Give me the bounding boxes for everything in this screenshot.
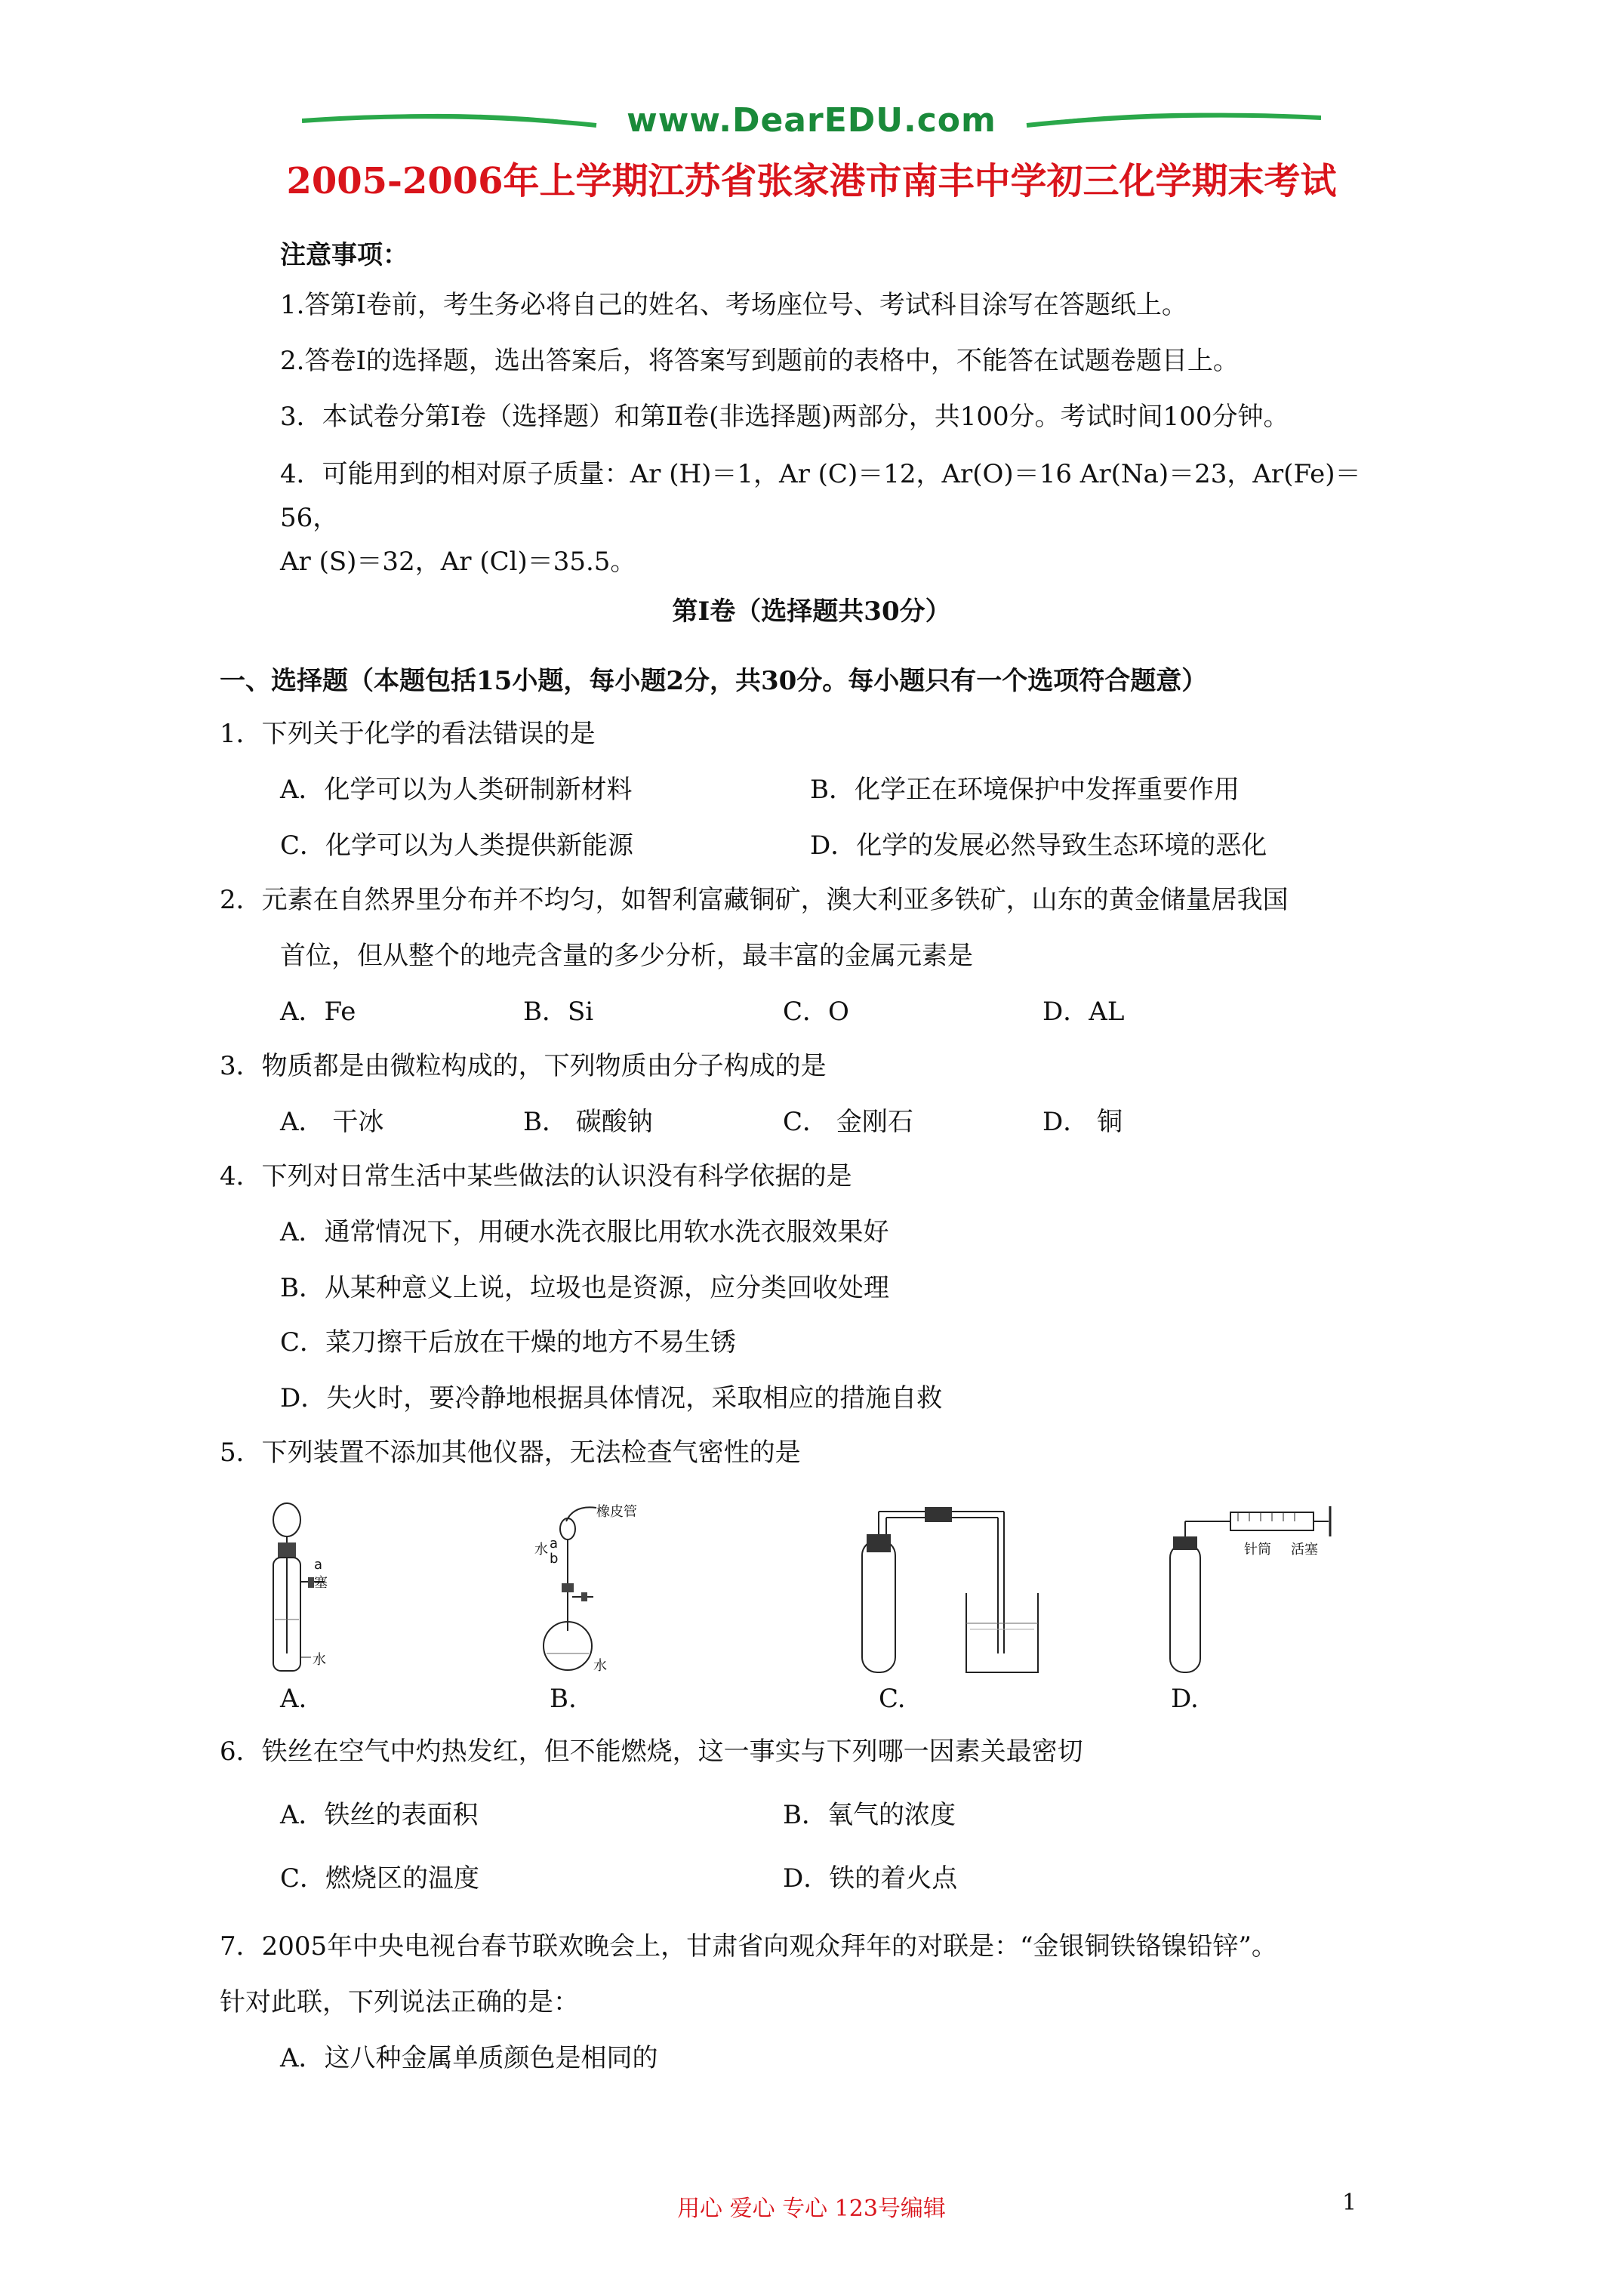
question-7-option-a: A．这八种金属单质颜色是相同的: [280, 2043, 658, 2073]
question-6-option-d: D．铁的着火点: [783, 1863, 958, 1894]
apparatus-b-label: B.: [550, 1684, 577, 1714]
notice-item-4-cont: 56，: [280, 503, 339, 533]
section-instruction: 一、选择题（本题包括15小题，每小题2分，共30分。每小题只有一个选项符合题意）: [220, 666, 1208, 696]
question-1-stem: 1．下列关于化学的看法错误的是: [220, 719, 596, 749]
question-2-stem-line2: 首位，但从整个的地壳含量的多少分析，最丰富的金属元素是: [280, 941, 973, 971]
question-7-stem-line1: 7．2005年中央电视台春节联欢晚会上，甘肃省向观众拜年的对联是：“金银铜铁铬镍铅锌”。: [220, 1931, 1277, 1962]
notice-heading: 注意事项：: [280, 240, 408, 270]
footer-text: 用心 爱心 专心 123号编辑: [677, 2196, 946, 2222]
question-3-option-d: D． 铜: [1042, 1107, 1123, 1137]
question-4-option-a: A．通常情况下，用硬水洗衣服比用软水洗衣服效果好: [280, 1217, 889, 1247]
notice-item-3: 3．本试卷分第Ⅰ卷（选择题）和第Ⅱ卷(非选择题)两部分，共100分。考试时间100分钟。: [280, 402, 1289, 432]
apparatus-b-b-label: b: [550, 1551, 559, 1567]
notice-item-4: 4．可能用到的相对原子质量：Ar (H)＝1，Ar (C)＝12，Ar(O)＝16 Ar(Na)＝23，Ar(Fe)＝: [280, 459, 1361, 489]
apparatus-d-diagram: [1155, 1499, 1351, 1680]
question-3-option-a: A． 干冰: [280, 1107, 384, 1137]
apparatus-c-diagram: [845, 1495, 1057, 1684]
question-2-option-b: B．Si: [523, 997, 594, 1027]
question-1-option-c: C．化学可以为人类提供新能源: [280, 831, 634, 861]
question-6-option-b: B．氧气的浓度: [783, 1800, 956, 1830]
apparatus-a-water-label: 水: [313, 1652, 326, 1668]
apparatus-c-label: C.: [879, 1684, 906, 1714]
question-3-option-c: C． 金刚石: [783, 1107, 913, 1137]
apparatus-a-valve-label: 塞: [314, 1575, 328, 1591]
site-url: www.DearEDU.com: [627, 101, 996, 140]
question-1-option-a: A．化学可以为人类研制新材料: [280, 775, 633, 805]
question-4-option-b: B．从某种意义上说，垃圾也是资源，应分类回收处理: [280, 1273, 889, 1303]
question-6-option-a: A．铁丝的表面积: [280, 1800, 479, 1830]
apparatus-a-diagram: [257, 1499, 362, 1680]
exam-title: 2005-2006年上学期江苏省张家港市南丰中学初三化学期末考试: [286, 160, 1337, 202]
question-2-option-a: A．Fe: [280, 997, 356, 1027]
notice-item-1: 1.答第Ⅰ卷前，考生务必将自己的姓名、考场座位号、考试科目涂写在答题纸上。: [280, 290, 1187, 320]
page-number: 1: [1342, 2190, 1357, 2216]
apparatus-a-label: A.: [280, 1684, 307, 1714]
section-title: 第Ⅰ卷（选择题共30分）: [672, 596, 951, 627]
apparatus-b-water-label: 水: [534, 1542, 548, 1558]
notice-item-2: 2.答卷Ⅰ的选择题，选出答案后，将答案写到题前的表格中，不能答在试题卷题目上。: [280, 346, 1239, 376]
apparatus-b-diagram: [521, 1499, 642, 1680]
question-3-stem: 3．物质都是由微粒构成的，下列物质由分子构成的是: [220, 1051, 827, 1081]
question-2-stem-line1: 2．元素在自然界里分布并不均匀，如智利富藏铜矿，澳大利亚多铁矿，山东的黄金储量居我国: [220, 885, 1289, 915]
question-4-option-c: C．菜刀擦干后放在干燥的地方不易生锈: [280, 1327, 737, 1358]
question-1-option-b: B．化学正在环境保护中发挥重要作用: [810, 775, 1240, 805]
apparatus-d-piston-label: 活塞: [1291, 1542, 1318, 1558]
question-7-stem-line2: 针对此联，下列说法正确的是：: [220, 1987, 579, 2017]
apparatus-d-label: D.: [1171, 1684, 1199, 1714]
question-2-option-d: D．AL: [1042, 997, 1125, 1027]
question-5-stem: 5．下列装置不添加其他仪器，无法检查气密性的是: [220, 1438, 801, 1468]
apparatus-d-syringe-label: 针筒: [1244, 1542, 1271, 1558]
apparatus-b-tube-label: 橡皮管: [596, 1504, 637, 1520]
apparatus-a-a-label: a: [314, 1557, 323, 1573]
question-1-option-d: D．化学的发展必然导致生态环境的恶化: [810, 831, 1267, 861]
question-3-option-b: B． 碳酸钠: [523, 1107, 653, 1137]
question-6-stem: 6．铁丝在空气中灼热发红，但不能燃烧，这一事实与下列哪一因素关最密切: [220, 1737, 1083, 1767]
apparatus-b-water2-label: 水: [593, 1658, 607, 1674]
site-logo-banner: [302, 98, 1321, 143]
question-2-option-c: C．O: [783, 997, 849, 1027]
question-4-option-d: D．失火时，要冷静地根据具体情况，采取相应的措施自救: [280, 1383, 943, 1413]
apparatus-b-a-label: a: [550, 1536, 559, 1552]
notice-item-4-cont2: Ar (S)＝32，Ar (Cl)＝35.5。: [280, 547, 636, 577]
question-4-stem: 4．下列对日常生活中某些做法的认识没有科学依据的是: [220, 1161, 852, 1191]
question-6-option-c: C．燃烧区的温度: [280, 1863, 480, 1894]
